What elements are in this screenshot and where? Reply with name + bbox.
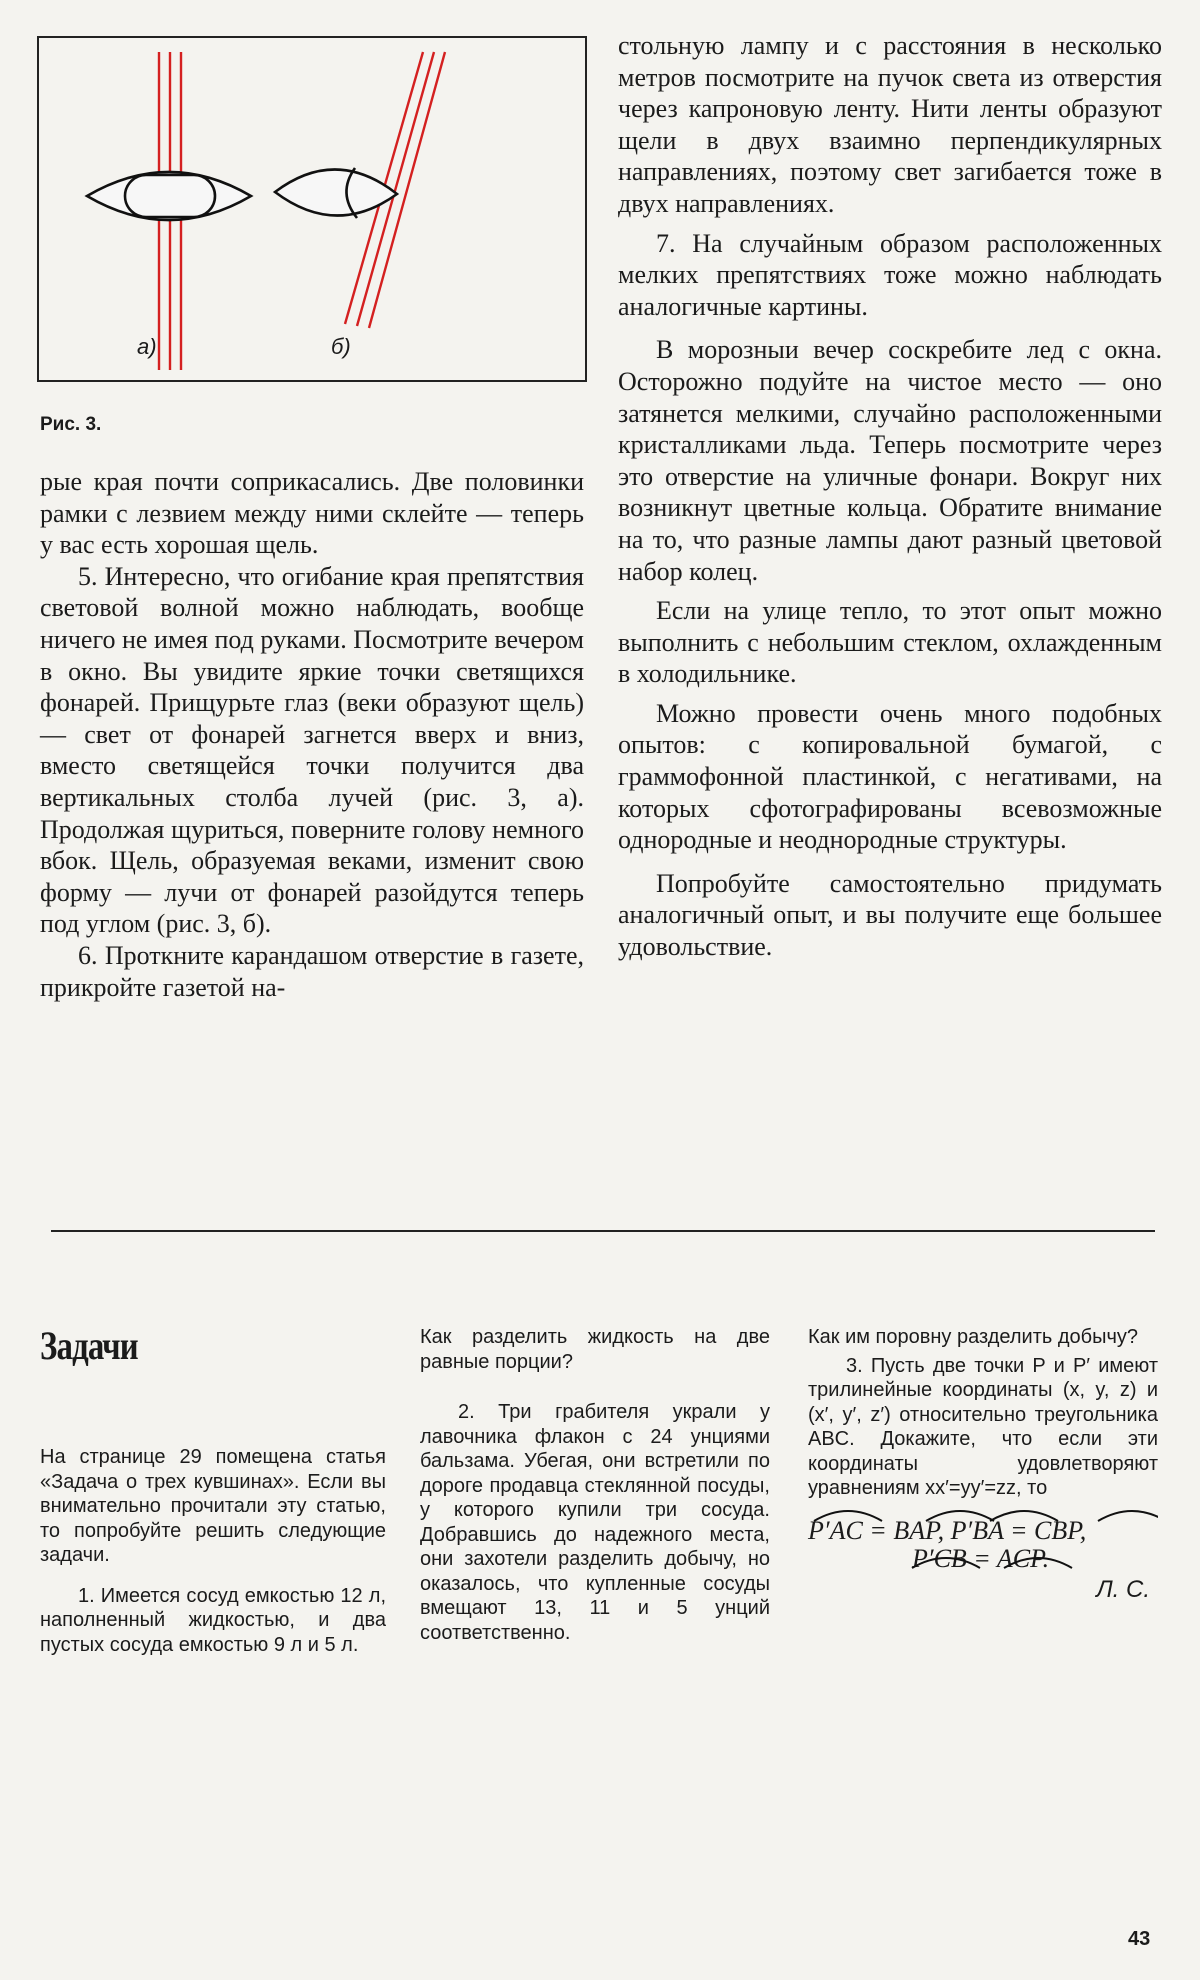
equation-line-2: P′CB = ACP. [912, 1544, 1050, 1573]
equation-block [808, 1515, 1158, 1573]
task-1: 1. Имеется сосуд емкостью 12 л, наполненный жидкостью, и два пустых сосуда емкостью 9 л и 5 л. [40, 1584, 386, 1656]
left-paragraph-2: 5. Интересно, что огибание края препятствия световой волной можно наблюдать, вообще ничего не имея под руками. Посмотрите вечером в окно. Вы увидите яркие точки светящихся фонарей. Прищурьте глаз (веки образуют щель) — свет от фонарей загнется вверх и вниз, вместо светящейся точки получится два вертикальных столба лучей (рис. 3, а). Продолжая щуриться, поверните голову немного вбок. Щель, образуемая веками, изменит свою форму — лучи от фонарей разойдутся теперь под углом (рис. 3, б). [40, 561, 584, 939]
figure-label-b: б) [331, 334, 351, 359]
right-paragraph-1: стольную лампу и с расстояния в несколько метров посмотрите на пучок света из отверстия через капроновую ленту. Нити ленты образуют щели в двух взаимно перпендикулярных направлениях, поэтому свет загибается тоже в двух направлениях. [618, 31, 1162, 218]
tasks-column-3 [808, 1325, 1158, 1602]
right-column [618, 30, 1162, 963]
right-paragraph-2: 7. На случайным образом расположенных мелких препятствиях тоже можно наблюдать аналогичные картины. [618, 228, 1162, 321]
right-paragraph-5: Можно провести очень много подобных опытов: с копировальной бумагой, с граммофонной пластинкой, с негативами, на которых сфотографированы всевозможные однородные и неоднородные структуры. [618, 698, 1162, 855]
page-number: 43 [1128, 1928, 1151, 1950]
task-2-continued: Как им поровну разделить добычу? [808, 1326, 1139, 1348]
tasks-intro: На странице 29 помещена статья «Задача о трех кувшинах». Если вы внимательно прочитали эту статью, то попробуйте решить следующие задачи. [40, 1446, 386, 1566]
right-paragraph-4: Если на улице тепло, то этот опыт можно выполнить с небольшим стеклом, охлажденным в холодильнике. [618, 596, 1162, 689]
tasks-column-2 [420, 1325, 770, 1645]
left-paragraph-1: рые края почти соприкасались. Две половинки рамки с лезвием между ними склейте — теперь у вас есть хорошая щель. [40, 467, 584, 560]
eye-a [87, 172, 251, 220]
signature: Л. С. [1096, 1575, 1150, 1603]
section-divider [51, 1230, 1155, 1232]
right-paragraph-6: Попробуйте самостоятельно придумать аналогичный опыт, и вы получите еще большее удовольствие. [618, 868, 1162, 962]
figure-3-drawing [39, 38, 585, 380]
task-1-continued: Как разделить жидкость на две равные порции? [420, 1326, 770, 1373]
task-3: 3. Пусть две точки P и P′ имеют трилинейные координаты (x, y, z) и (x′, y′, z′) относительно треугольника ABC. Докажите, что если эти координаты удовлетворяют уравнениям xx′=yy′=zz, то [808, 1354, 1158, 1499]
tasks-heading: Задачи [40, 1323, 138, 1368]
figure-3 [37, 36, 587, 382]
equation-line-1: P′AC = BAP, P′BA = CBP, [808, 1515, 1087, 1545]
figure-label-a: а) [137, 334, 157, 359]
angle-arcs [808, 1499, 1158, 1609]
task-2: 2. Три грабителя украли у лавочника флакон с 24 унциями бальзама. Убегая, они встретили по дороге продавца стеклянной посуды, у которого купили три сосуда. Добравшись до надежного места, они захотели разделить добычу, но оказалось, что купленные сосуды вмещают 13, 11 и 5 унций соответственно. [420, 1401, 770, 1644]
figure-caption: Рис. 3. [40, 414, 102, 435]
tasks-column-1 [40, 1445, 386, 1657]
left-paragraph-3: 6. Проткните карандашом отверстие в газете, прикройте газетой на- [40, 940, 584, 1002]
right-paragraph-3: В морозныи вечер соскребите лед с окна. Осторожно подуйте на чистое место — оно затянется мелкими, случайно расположенными кристалликами льда. Теперь посмотрите через это отверстие на уличные фонари. Вокруг них возникнут цветные кольца. Обратите внимание на то, что разные лампы дают разный цветовой набор колец. [618, 335, 1162, 586]
left-column [40, 466, 584, 1003]
